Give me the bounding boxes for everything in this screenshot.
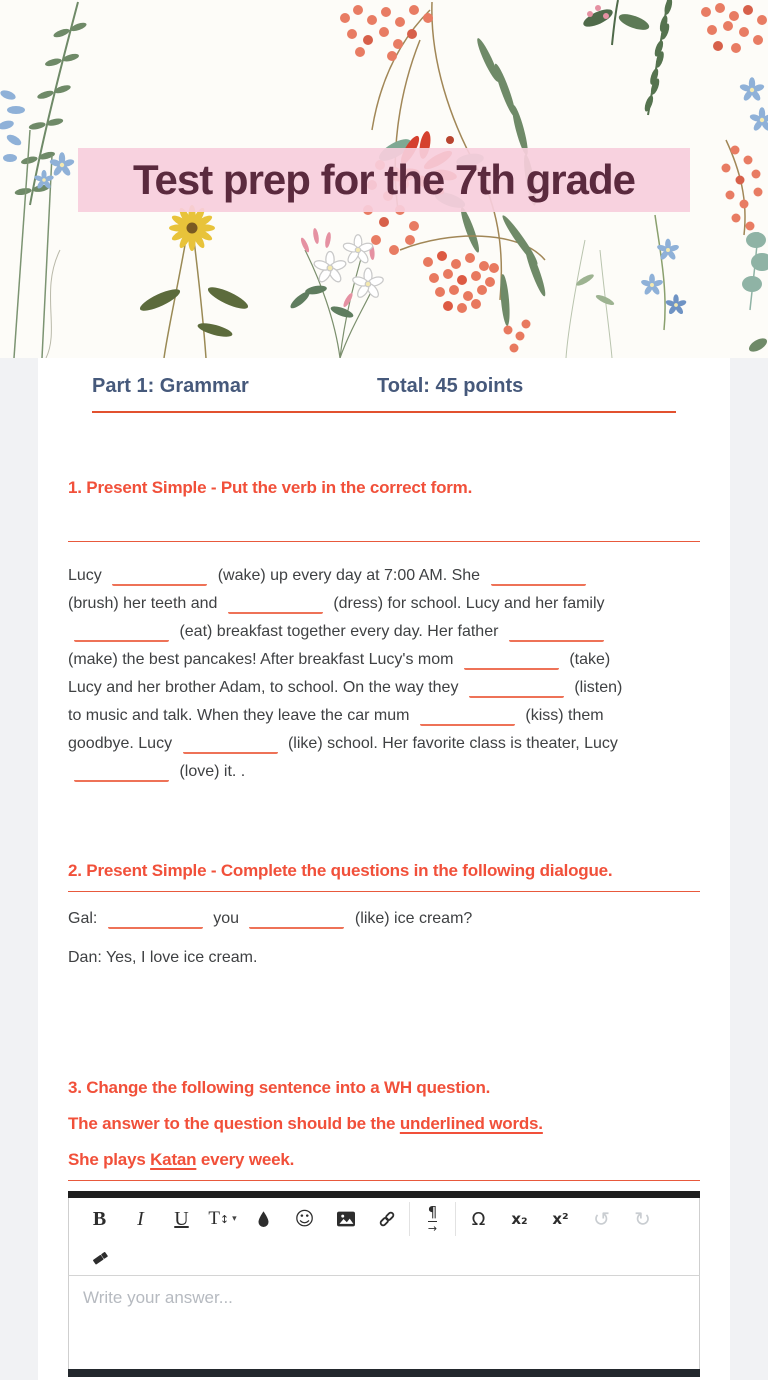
- paragraph-text: (wake) up every day at 7:00 AM. She: [213, 567, 485, 584]
- paragraph-text: (like) ice cream?: [350, 910, 473, 927]
- answer-blank[interactable]: [491, 564, 586, 586]
- font-size-label: T: [208, 1208, 220, 1229]
- rich-text-editor: [68, 1191, 700, 1377]
- insert-link-button[interactable]: [366, 1202, 407, 1236]
- pilcrow-icon: ¶: [427, 1202, 438, 1221]
- question-3-heading-line2: [68, 1106, 700, 1142]
- title-banner: [78, 148, 690, 212]
- part-total-points: Total: 45 points: [377, 375, 524, 397]
- sentence-prefix: She plays: [68, 1150, 151, 1169]
- question-3-heading-line1: 3. Change the following sentence into a WH question.: [68, 1078, 491, 1097]
- redo-button[interactable]: ↻: [634, 1207, 651, 1231]
- answer-blank[interactable]: [108, 907, 203, 929]
- toolbar-separator: [455, 1202, 456, 1236]
- answer-textarea[interactable]: [68, 1276, 700, 1369]
- worksheet-title: Test prep for the 7th grade: [133, 156, 635, 203]
- emoji-button[interactable]: ☺: [294, 1208, 315, 1230]
- dialogue-dan-line: Dan: Yes, I love ice cream.: [68, 949, 258, 966]
- paragraph-text: Gal:: [68, 910, 102, 927]
- paragraph-text: Lucy and her brother Adam, to school. On the way they: [68, 679, 463, 696]
- droplet-icon: [256, 1210, 271, 1229]
- question-1-heading: 1. Present Simple - Put the verb in the correct form.: [68, 478, 473, 497]
- heading-line2-underlined: underlined words.: [399, 1114, 543, 1133]
- sentence-suffix: every week.: [196, 1150, 295, 1169]
- question-3-sentence: [68, 1142, 700, 1178]
- italic-button[interactable]: I: [137, 1207, 144, 1230]
- right-arrow-icon: →: [427, 1221, 438, 1235]
- paragraph-direction-button[interactable]: [412, 1202, 453, 1236]
- heading-line2-prefix: The answer to the question should be the: [68, 1114, 400, 1133]
- editor-toolbar: [68, 1198, 700, 1276]
- question-1-divider: [68, 541, 700, 542]
- answer-blank[interactable]: [183, 732, 278, 754]
- eraser-icon: [90, 1250, 110, 1266]
- paragraph-text: (brush) her teeth and: [68, 595, 222, 612]
- paragraph-text: (make) the best pancakes! After breakfast Lucy's mom: [68, 651, 458, 668]
- question-2: [68, 858, 700, 972]
- editor-top-border: [68, 1191, 700, 1198]
- superscript-button[interactable]: x²: [552, 1210, 569, 1228]
- paragraph-text: (love) it. .: [175, 763, 246, 780]
- paragraph-text: (take): [564, 651, 611, 668]
- clear-formatting-button[interactable]: [79, 1241, 120, 1275]
- part-divider: [92, 411, 676, 413]
- editor-bottom-border: [68, 1369, 700, 1377]
- paragraph-text: to music and talk. When they leave the car mum: [68, 707, 414, 724]
- answer-blank[interactable]: [228, 592, 323, 614]
- toolbar-separator: [409, 1202, 410, 1236]
- paragraph-text: Lucy: [68, 567, 107, 584]
- worksheet-header: [0, 0, 768, 358]
- chevron-down-icon: ▾: [232, 1214, 237, 1224]
- question-2-heading: 2. Present Simple - Complete the questions in the following dialogue.: [68, 861, 613, 880]
- bold-button[interactable]: B: [92, 1207, 107, 1230]
- undo-button[interactable]: ↺: [593, 1207, 610, 1231]
- question-3: [68, 1070, 700, 1181]
- special-character-button[interactable]: Ω: [471, 1208, 486, 1230]
- image-icon: [336, 1210, 356, 1228]
- dialogue-gal-line: [68, 905, 700, 933]
- paragraph-text: you: [208, 910, 244, 927]
- subscript-button[interactable]: x₂: [511, 1210, 528, 1228]
- font-size-arrows-icon: ↕: [219, 1212, 230, 1226]
- paragraph-text: (like) school. Her favorite class is theater, Lucy: [283, 735, 618, 752]
- sentence-keyword: Katan: [150, 1150, 197, 1169]
- question-2-divider: [68, 891, 700, 892]
- answer-blank[interactable]: [74, 760, 169, 782]
- worksheet-card: [38, 358, 730, 1380]
- question-1-paragraph: [68, 562, 700, 786]
- paragraph-text: (dress) for school. Lucy and her family: [328, 595, 605, 612]
- text-color-button[interactable]: [243, 1202, 284, 1236]
- answer-blank[interactable]: [509, 620, 604, 642]
- answer-placeholder: Write your answer...: [83, 1288, 233, 1307]
- answer-blank[interactable]: [74, 620, 169, 642]
- answer-blank[interactable]: [249, 907, 344, 929]
- paragraph-text: (eat) breakfast together every day. Her father: [175, 623, 503, 640]
- answer-blank[interactable]: [420, 704, 515, 726]
- paragraph-text: goodbye. Lucy: [68, 735, 177, 752]
- insert-image-button[interactable]: [325, 1202, 366, 1236]
- font-size-dropdown[interactable]: [202, 1202, 243, 1236]
- answer-blank[interactable]: [464, 648, 559, 670]
- answer-blank[interactable]: [469, 676, 564, 698]
- underline-button[interactable]: U: [174, 1207, 189, 1230]
- paragraph-text: (listen): [569, 679, 623, 696]
- question-3-divider: [68, 1180, 700, 1181]
- link-icon: [377, 1209, 397, 1229]
- part-title: Part 1: Grammar: [92, 375, 249, 397]
- answer-blank[interactable]: [112, 564, 207, 586]
- question-1: [68, 475, 700, 786]
- paragraph-text: (kiss) them: [520, 707, 604, 724]
- part-header: [92, 373, 676, 413]
